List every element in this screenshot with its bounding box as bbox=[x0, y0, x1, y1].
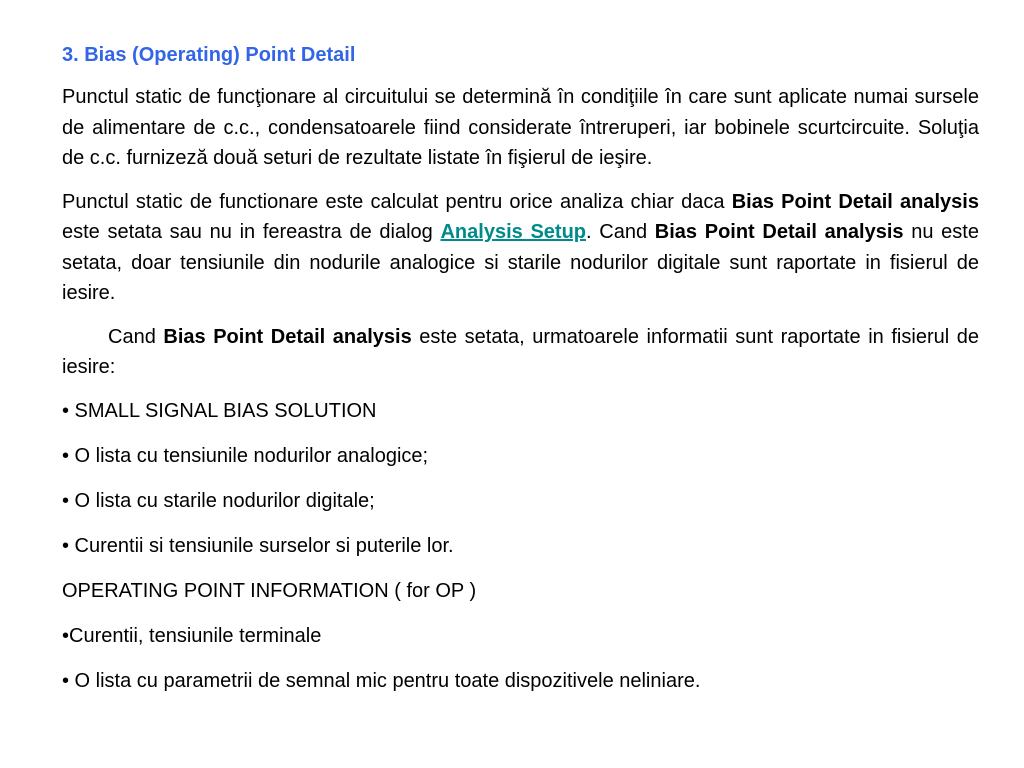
paragraph-bias-point bbox=[62, 187, 979, 309]
text-span: este setata sau nu in fereastra de dialog bbox=[62, 221, 441, 243]
operating-point-info-line: OPERATING POINT INFORMATION ( for OP ) bbox=[62, 579, 477, 602]
slide-heading: 3. Bias (Operating) Point Detail bbox=[62, 44, 356, 66]
text-span: este setata, urmatoarele informatii sunt raportate in fisierul de iesire: bbox=[62, 325, 979, 378]
list-item-terminal-currents: •Curentii, tensiunile terminale bbox=[62, 624, 322, 647]
bold-term: Bias Point Detail analysis bbox=[731, 190, 979, 213]
list-item-source-currents: • Curentii si tensiunile surselor si puterile lor. bbox=[62, 534, 454, 557]
list-item-digital-nodes: • O lista cu starile nodurilor digitale; bbox=[62, 489, 375, 512]
list-item-small-signal: • SMALL SIGNAL BIAS SOLUTION bbox=[62, 399, 377, 422]
paragraph-intro: Punctul static de funcţionare al circuitului se determină în condiţiile în care sunt aplicate numai sursele de alimentare de c.c., condensatoarele fiind considerate întreruperi, iar bobinele scurtcircuite. Soluţia de c.c. furnizeză două seturi de rezultate listate în fişierul de ieşire. bbox=[62, 86, 979, 169]
text-span: Punctul static de functionare este calculat pentru orice analiza chiar daca bbox=[62, 190, 732, 213]
paragraph-when-set bbox=[62, 322, 979, 383]
bold-term: Bias Point Detail analysis bbox=[654, 221, 904, 243]
text-span: Cand bbox=[108, 325, 164, 348]
slide-content bbox=[62, 41, 979, 712]
list-item-small-signal-params: • O lista cu parametrii de semnal mic pentru toate dispozitivele neliniare. bbox=[62, 669, 701, 692]
text-span: . Cand bbox=[586, 221, 655, 243]
analysis-setup-link[interactable]: Analysis Setup bbox=[440, 221, 587, 243]
list-item-analog-nodes: • O lista cu tensiunile nodurilor analogice; bbox=[62, 444, 429, 467]
text-span: nu este setata, doar tensiunile din nodurile analogice si starile nodurilor digitale sunt raportate in fisierul de iesire. bbox=[62, 221, 979, 304]
bold-term: Bias Point Detail analysis bbox=[163, 325, 412, 348]
